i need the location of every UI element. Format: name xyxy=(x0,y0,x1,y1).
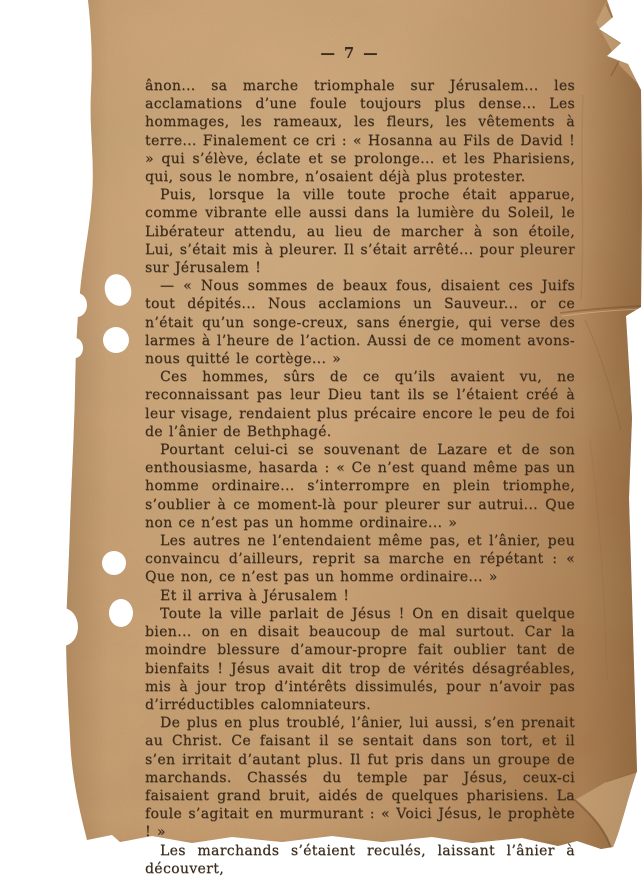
edge-notch xyxy=(48,608,78,646)
hole-punch xyxy=(103,327,129,353)
paragraph: — « Nous sommes de beaux fous, disaient ces Juifs tout dépités... Nous acclamions un Sauveur... or ce n’était qu’un songe-creux, sans énergie, qui verse des larmes à l’heure de l’action. Aussi de ce moment avons-nous quitté le cortège... » xyxy=(145,278,575,368)
hole-punch xyxy=(102,551,126,575)
bottom-edge-shading xyxy=(87,840,613,893)
edge-notch xyxy=(67,338,83,358)
edge-notch xyxy=(52,732,66,750)
paragraph: Ces hommes, sûrs de ce qu’ils avaient vu, ne reconnaissant pas leur Dieu tant ils se l’étaient créé à leur visage, rendaient plus précaire encore le peu de foi de l’ânier de Bethphagé. xyxy=(145,369,575,440)
paragraph: Et il arriva à Jérusalem ! xyxy=(160,587,350,604)
paragraph: Toute la ville parlait de Jésus ! On en disait quelque bien... on en disait beaucoup de mal surtout. Car la moindre blessure d’amour-propre fait oublier tant de bienfaits ! Jésus avait dit trop de vérités désagréables, mis à jour trop d’intérêts dissimulés, pour n’avoir pas d’irréductibles calomniateurs. xyxy=(145,605,575,713)
paragraph: ânon... sa marche triomphale sur Jérusalem... les acclamations d’une foule toujours plus dense... Les hommages, les rameaux, les fleurs, les vêtements à terre... Finalement ce cri : « Hosanna au Fils de David ! » qui s’élève, éclate et se prolonge... et les Pharisiens, qui, sous le nombre, n’osaient déjà plus protester. xyxy=(145,78,575,186)
edge-notch xyxy=(67,293,87,317)
paragraph: Puis, lorsque la ville toute proche était apparue, comme vibrante elle aussi dans la lumière du Soleil, le Libérateur attendu, au lieu de marcher à son étoile, Lui, s’était mis à pleurer. Il s’était arrêté... pour pleurer sur Jérusalem ! xyxy=(145,187,575,277)
paragraph: Pourtant celui-ci se souvenant de Lazare et de son enthousiasme, hasarda : « Ce n’est quand même pas un homme ordinaire... s’interrompre en plein triomphe, s’oublier à ce moment-là pour pleurer sur autrui... Que non ce n’est pas un homme ordinaire... » xyxy=(145,442,575,531)
page-number: — 7 — xyxy=(320,45,380,62)
paragraph: Les marchands s’étaient reculés, laissant l’ânier à découvert, xyxy=(145,842,575,877)
hole-punch xyxy=(109,599,133,627)
paragraph: Les autres ne l’entendaient même pas, et l’ânier, peu convaincu d’ailleurs, reprit sa marche en répétant : « Que non, ce n’est pas un homme ordinaire... » xyxy=(145,533,575,586)
paragraph: De plus en plus troublé, l’ânier, lui aussi, s’en prenait au Christ. Ce faisant il se sentait dans son tort, et il s’en irritait d’autant plus. Il fut pris dans un groupe de marchands. Chassés du temple par Jésus, ceux-ci faisaient grand bruit, aidés de quelques pharisiens. La foule s’agitait en murmurant : « Voici Jésus, le prophète ! » xyxy=(145,715,575,841)
